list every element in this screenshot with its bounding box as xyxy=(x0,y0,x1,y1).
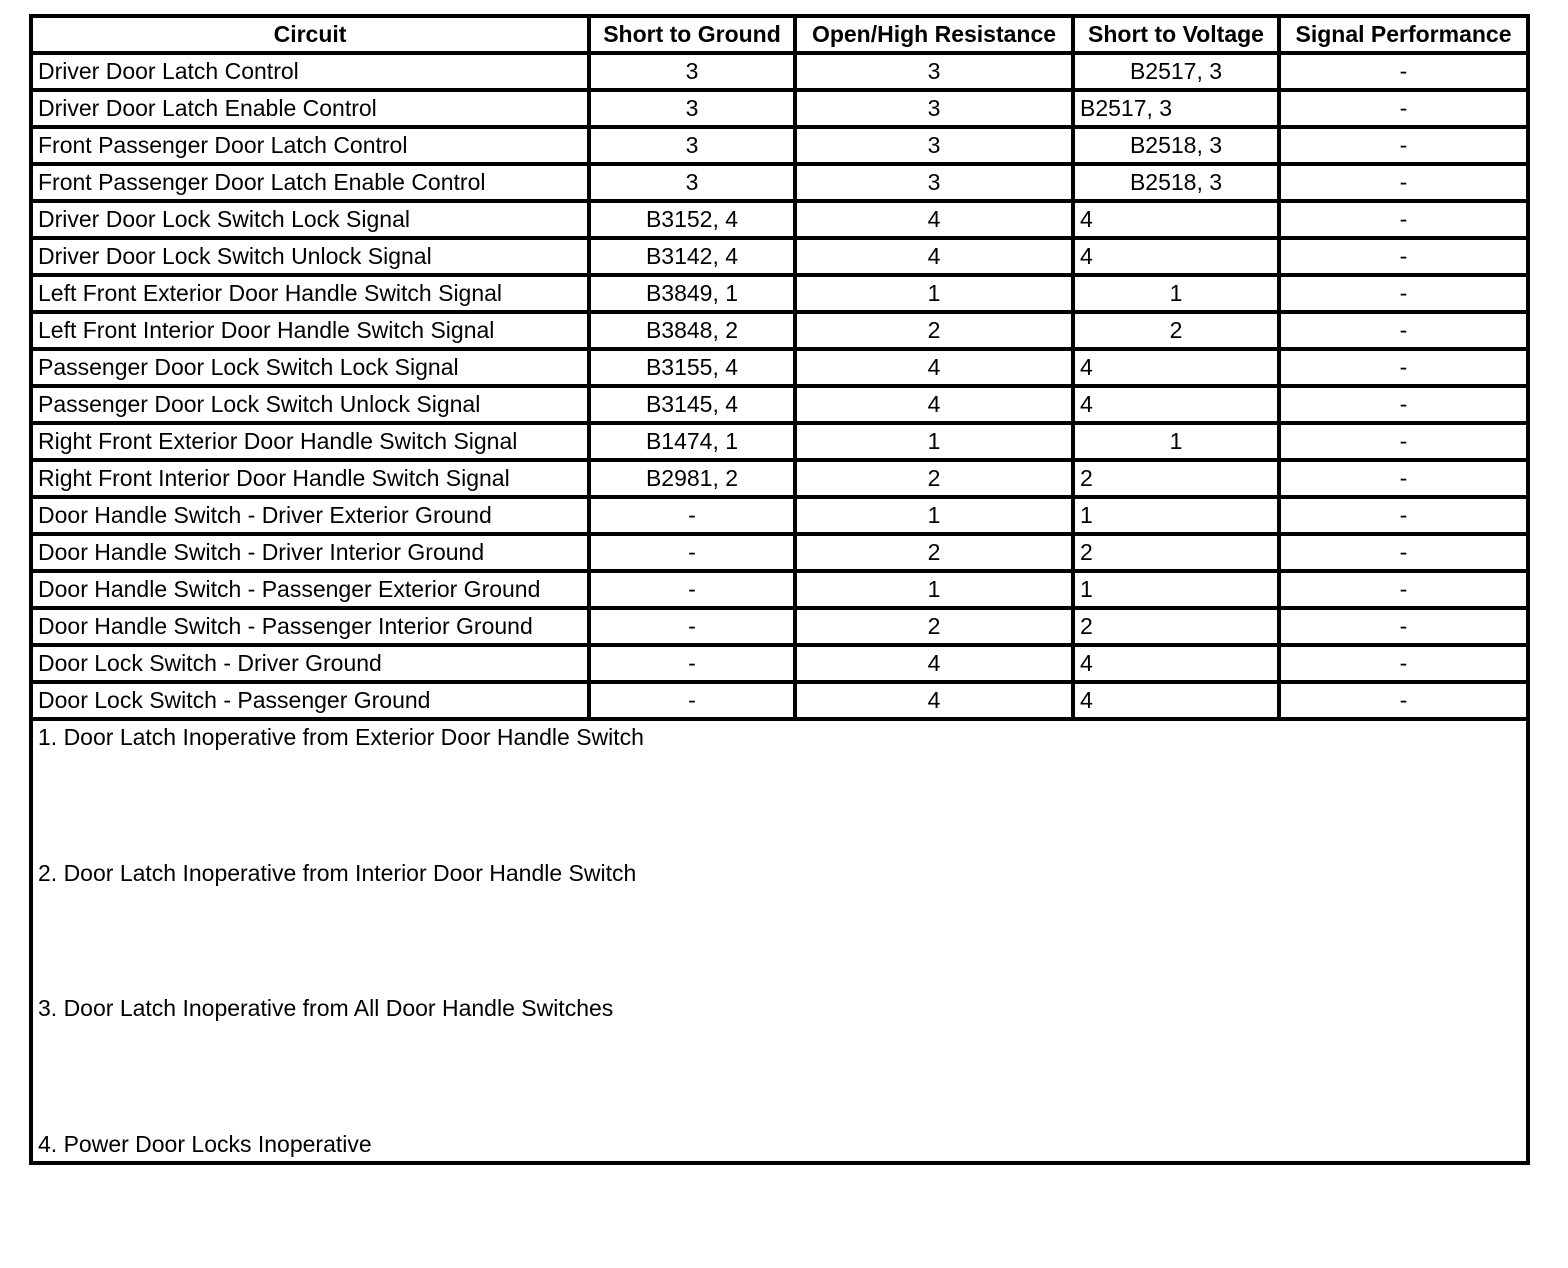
open-high-resistance-cell: 4 xyxy=(795,201,1073,238)
short-to-voltage-cell: B2518, 3 xyxy=(1073,164,1279,201)
open-high-resistance-cell: 1 xyxy=(795,275,1073,312)
short-to-ground-cell: 3 xyxy=(589,127,795,164)
table-row xyxy=(31,127,1528,164)
open-high-resistance-cell: 2 xyxy=(795,534,1073,571)
open-high-resistance-cell: 2 xyxy=(795,608,1073,645)
circuit-cell: Door Lock Switch - Passenger Ground xyxy=(31,682,589,719)
short-to-voltage-cell: 1 xyxy=(1073,423,1279,460)
table-row xyxy=(31,201,1528,238)
circuit-cell: Door Handle Switch - Driver Exterior Ground xyxy=(31,497,589,534)
circuit-cell: Left Front Interior Door Handle Switch Signal xyxy=(31,312,589,349)
short-to-ground-cell: - xyxy=(589,608,795,645)
circuit-cell: Left Front Exterior Door Handle Switch Signal xyxy=(31,275,589,312)
short-to-ground-cell: B3152, 4 xyxy=(589,201,795,238)
signal-performance-cell: - xyxy=(1279,386,1528,423)
signal-performance-cell: - xyxy=(1279,460,1528,497)
short-to-voltage-cell: 1 xyxy=(1073,571,1279,608)
signal-performance-cell: - xyxy=(1279,608,1528,645)
open-high-resistance-cell: 3 xyxy=(795,164,1073,201)
table-row xyxy=(31,645,1528,682)
signal-performance-cell: - xyxy=(1279,423,1528,460)
short-to-voltage-cell: 4 xyxy=(1073,386,1279,423)
short-to-ground-cell: B3848, 2 xyxy=(589,312,795,349)
signal-performance-cell: - xyxy=(1279,682,1528,719)
circuit-cell: Driver Door Lock Switch Unlock Signal xyxy=(31,238,589,275)
table-row xyxy=(31,423,1528,460)
short-to-ground-cell: - xyxy=(589,497,795,534)
open-high-resistance-cell: 1 xyxy=(795,571,1073,608)
circuit-cell: Door Handle Switch - Passenger Exterior Ground xyxy=(31,571,589,608)
open-high-resistance-cell: 4 xyxy=(795,645,1073,682)
circuit-cell: Right Front Interior Door Handle Switch Signal xyxy=(31,460,589,497)
open-high-resistance-cell: 2 xyxy=(795,312,1073,349)
table-row xyxy=(31,534,1528,571)
short-to-ground-cell: 3 xyxy=(589,164,795,201)
table-row xyxy=(31,164,1528,201)
short-to-ground-cell: B2981, 2 xyxy=(589,460,795,497)
signal-performance-cell: - xyxy=(1279,275,1528,312)
signal-performance-cell: - xyxy=(1279,90,1528,127)
table-row xyxy=(31,53,1528,90)
signal-performance-cell: - xyxy=(1279,127,1528,164)
short-to-voltage-cell: 1 xyxy=(1073,275,1279,312)
open-high-resistance-cell: 3 xyxy=(795,53,1073,90)
circuit-cell: Right Front Exterior Door Handle Switch Signal xyxy=(31,423,589,460)
header-short-to-voltage: Short to Voltage xyxy=(1073,16,1279,53)
short-to-ground-cell: B3155, 4 xyxy=(589,349,795,386)
table-row xyxy=(31,312,1528,349)
short-to-ground-cell: - xyxy=(589,682,795,719)
open-high-resistance-cell: 1 xyxy=(795,423,1073,460)
short-to-ground-cell: B3849, 1 xyxy=(589,275,795,312)
table-row xyxy=(31,386,1528,423)
short-to-voltage-cell: 2 xyxy=(1073,534,1279,571)
short-to-voltage-cell: 4 xyxy=(1073,238,1279,275)
header-circuit: Circuit xyxy=(31,16,589,53)
short-to-ground-cell: 3 xyxy=(589,90,795,127)
table-row xyxy=(31,349,1528,386)
open-high-resistance-cell: 4 xyxy=(795,386,1073,423)
header-open-high-resistance: Open/High Resistance xyxy=(795,16,1073,53)
short-to-ground-cell: B3142, 4 xyxy=(589,238,795,275)
circuit-cell: Passenger Door Lock Switch Unlock Signal xyxy=(31,386,589,423)
fault-table xyxy=(29,14,1530,1165)
circuit-cell: Door Handle Switch - Passenger Interior Ground xyxy=(31,608,589,645)
short-to-ground-cell: - xyxy=(589,645,795,682)
short-to-voltage-cell: B2517, 3 xyxy=(1073,90,1279,127)
short-to-voltage-cell: 1 xyxy=(1073,497,1279,534)
short-to-voltage-cell: 4 xyxy=(1073,682,1279,719)
short-to-voltage-cell: 2 xyxy=(1073,608,1279,645)
short-to-ground-cell: - xyxy=(589,571,795,608)
signal-performance-cell: - xyxy=(1279,349,1528,386)
header-signal-performance: Signal Performance xyxy=(1279,16,1528,53)
circuit-cell: Driver Door Latch Control xyxy=(31,53,589,90)
table-row xyxy=(31,497,1528,534)
circuit-cell: Passenger Door Lock Switch Lock Signal xyxy=(31,349,589,386)
open-high-resistance-cell: 1 xyxy=(795,497,1073,534)
short-to-ground-cell: B1474, 1 xyxy=(589,423,795,460)
notes-cell xyxy=(31,719,1528,1163)
short-to-ground-cell: B3145, 4 xyxy=(589,386,795,423)
short-to-voltage-cell: 4 xyxy=(1073,349,1279,386)
short-to-ground-cell: 3 xyxy=(589,53,795,90)
header-short-to-ground: Short to Ground xyxy=(589,16,795,53)
signal-performance-cell: - xyxy=(1279,571,1528,608)
circuit-cell: Driver Door Lock Switch Lock Signal xyxy=(31,201,589,238)
note-4: 4. Power Door Locks Inoperative xyxy=(38,1130,372,1157)
short-to-voltage-cell: B2518, 3 xyxy=(1073,127,1279,164)
circuit-cell: Driver Door Latch Enable Control xyxy=(31,90,589,127)
table-row xyxy=(31,460,1528,497)
table-body xyxy=(31,53,1528,719)
open-high-resistance-cell: 3 xyxy=(795,127,1073,164)
open-high-resistance-cell: 4 xyxy=(795,682,1073,719)
short-to-voltage-cell: 4 xyxy=(1073,645,1279,682)
short-to-voltage-cell: 2 xyxy=(1073,312,1279,349)
table-row xyxy=(31,571,1528,608)
short-to-voltage-cell: 4 xyxy=(1073,201,1279,238)
short-to-voltage-cell: B2517, 3 xyxy=(1073,53,1279,90)
note-1: 1. Door Latch Inoperative from Exterior Door Handle Switch xyxy=(38,724,644,750)
notes-row xyxy=(31,719,1528,1163)
signal-performance-cell: - xyxy=(1279,645,1528,682)
note-3: 3. Door Latch Inoperative from All Door Handle Switches xyxy=(38,995,614,1021)
table-row xyxy=(31,608,1528,645)
table-row xyxy=(31,682,1528,719)
table-row xyxy=(31,90,1528,127)
signal-performance-cell: - xyxy=(1279,164,1528,201)
circuit-cell: Door Lock Switch - Driver Ground xyxy=(31,645,589,682)
signal-performance-cell: - xyxy=(1279,53,1528,90)
table-row xyxy=(31,238,1528,275)
open-high-resistance-cell: 3 xyxy=(795,90,1073,127)
signal-performance-cell: - xyxy=(1279,312,1528,349)
open-high-resistance-cell: 4 xyxy=(795,349,1073,386)
open-high-resistance-cell: 4 xyxy=(795,238,1073,275)
short-to-voltage-cell: 2 xyxy=(1073,460,1279,497)
signal-performance-cell: - xyxy=(1279,238,1528,275)
header-row xyxy=(31,16,1528,53)
circuit-cell: Front Passenger Door Latch Control xyxy=(31,127,589,164)
note-2: 2. Door Latch Inoperative from Interior Door Handle Switch xyxy=(38,859,637,886)
open-high-resistance-cell: 2 xyxy=(795,460,1073,497)
circuit-cell: Front Passenger Door Latch Enable Control xyxy=(31,164,589,201)
short-to-ground-cell: - xyxy=(589,534,795,571)
signal-performance-cell: - xyxy=(1279,534,1528,571)
table-row xyxy=(31,275,1528,312)
circuit-cell: Door Handle Switch - Driver Interior Ground xyxy=(31,534,589,571)
signal-performance-cell: - xyxy=(1279,497,1528,534)
signal-performance-cell: - xyxy=(1279,201,1528,238)
